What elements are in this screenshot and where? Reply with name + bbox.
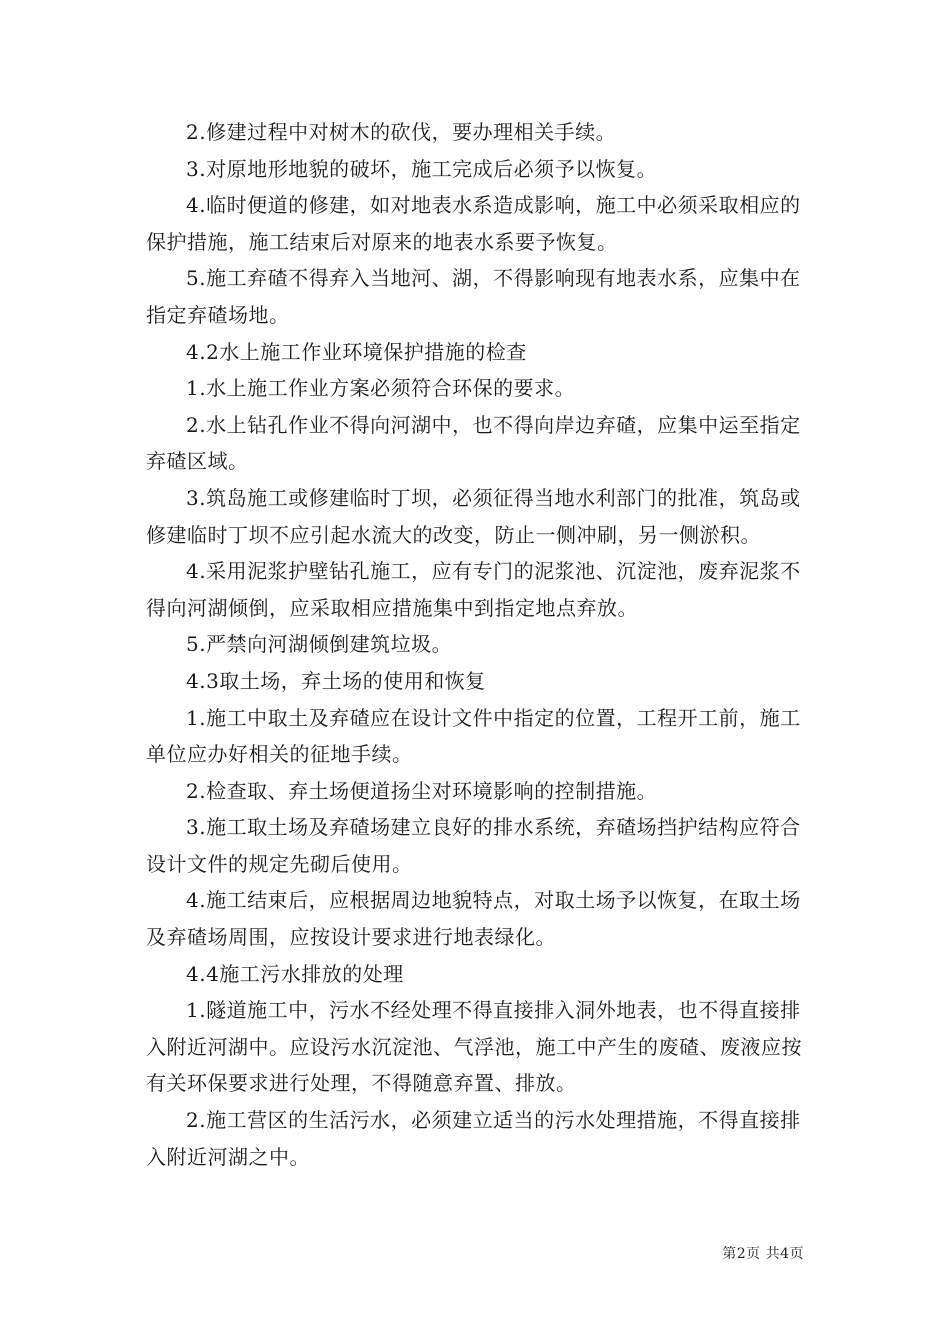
section-heading: 4.3取土场，弃土场的使用和恢复 — [186, 668, 486, 693]
paragraph: 5.施工弃碴不得弃入当地河、湖，不得影响现有地表水系，应集中在指定弃碴场地。 — [146, 266, 801, 327]
paragraph: 1.施工中取土及弃碴应在设计文件中指定的位置，工程开工前，施工单位应办好相关的征地手续。 — [146, 705, 801, 767]
paragraph: 4.施工结束后，应根据周边地貌特点，对取土场予以恢复，在取土场及弃碴场周围，应按设计要求进行地表绿化。 — [146, 888, 801, 950]
paragraph: 2.施工营区的生活污水，必须建立适当的污水处理措施，不得直接排入附近河湖之中。 — [146, 1108, 801, 1169]
page-number-footer: 第2页 共4页 — [722, 1246, 804, 1262]
paragraph: 2.检查取、弃土场便道扬尘对环境影响的控制措施。 — [186, 778, 658, 803]
paragraph: 3.施工取土场及弃碴场建立良好的排水系统，弃碴场挡护结构应符合设计文件的规定先砌后使用。 — [146, 815, 801, 876]
paragraph: 4.采用泥浆护壁钻孔施工，应有专门的泥浆池、沉淀池，废弃泥浆不得向河湖倾倒，应采取相应措施集中到指定地点弃放。 — [146, 559, 801, 620]
paragraph: 4.临时便道的修建，如对地表水系造成影响，施工中必须采取相应的保护措施，施工结束后对原来的地表水系要予恢复。 — [146, 193, 801, 254]
paragraph: 5.严禁向河湖倾倒建筑垃圾。 — [186, 632, 453, 657]
paragraph: 3.筑岛施工或修建临时丁坝，必须征得当地水利部门的批准，筑岛或修建临时丁坝不应引起水流大的改变，防止一侧冲刷，另一侧淤积。 — [146, 485, 801, 547]
document-body — [146, 114, 808, 1175]
paragraph: 1.水上施工作业方案必须符合环保的要求。 — [186, 376, 576, 401]
paragraph: 3.对原地形地貌的破坏，施工完成后必须予以恢复。 — [186, 156, 658, 181]
paragraph: 2.修建过程中对树木的砍伐，要办理相关手续。 — [186, 120, 617, 144]
section-heading: 4.4施工污水排放的处理 — [186, 961, 404, 986]
section-heading: 4.2水上施工作业环境保护措施的检查 — [186, 339, 527, 364]
paragraph: 1.隧道施工中，污水不经处理不得直接排入洞外地表，也不得直接排入附近河湖中。应设污水沉淀池、气浮池，施工中产生的废碴、废液应按有关环保要求进行处理，不得随意弃置、排放。 — [146, 998, 802, 1096]
paragraph: 2.水上钻孔作业不得向河湖中，也不得向岸边弃碴，应集中运至指定弃碴区域。 — [146, 412, 801, 474]
